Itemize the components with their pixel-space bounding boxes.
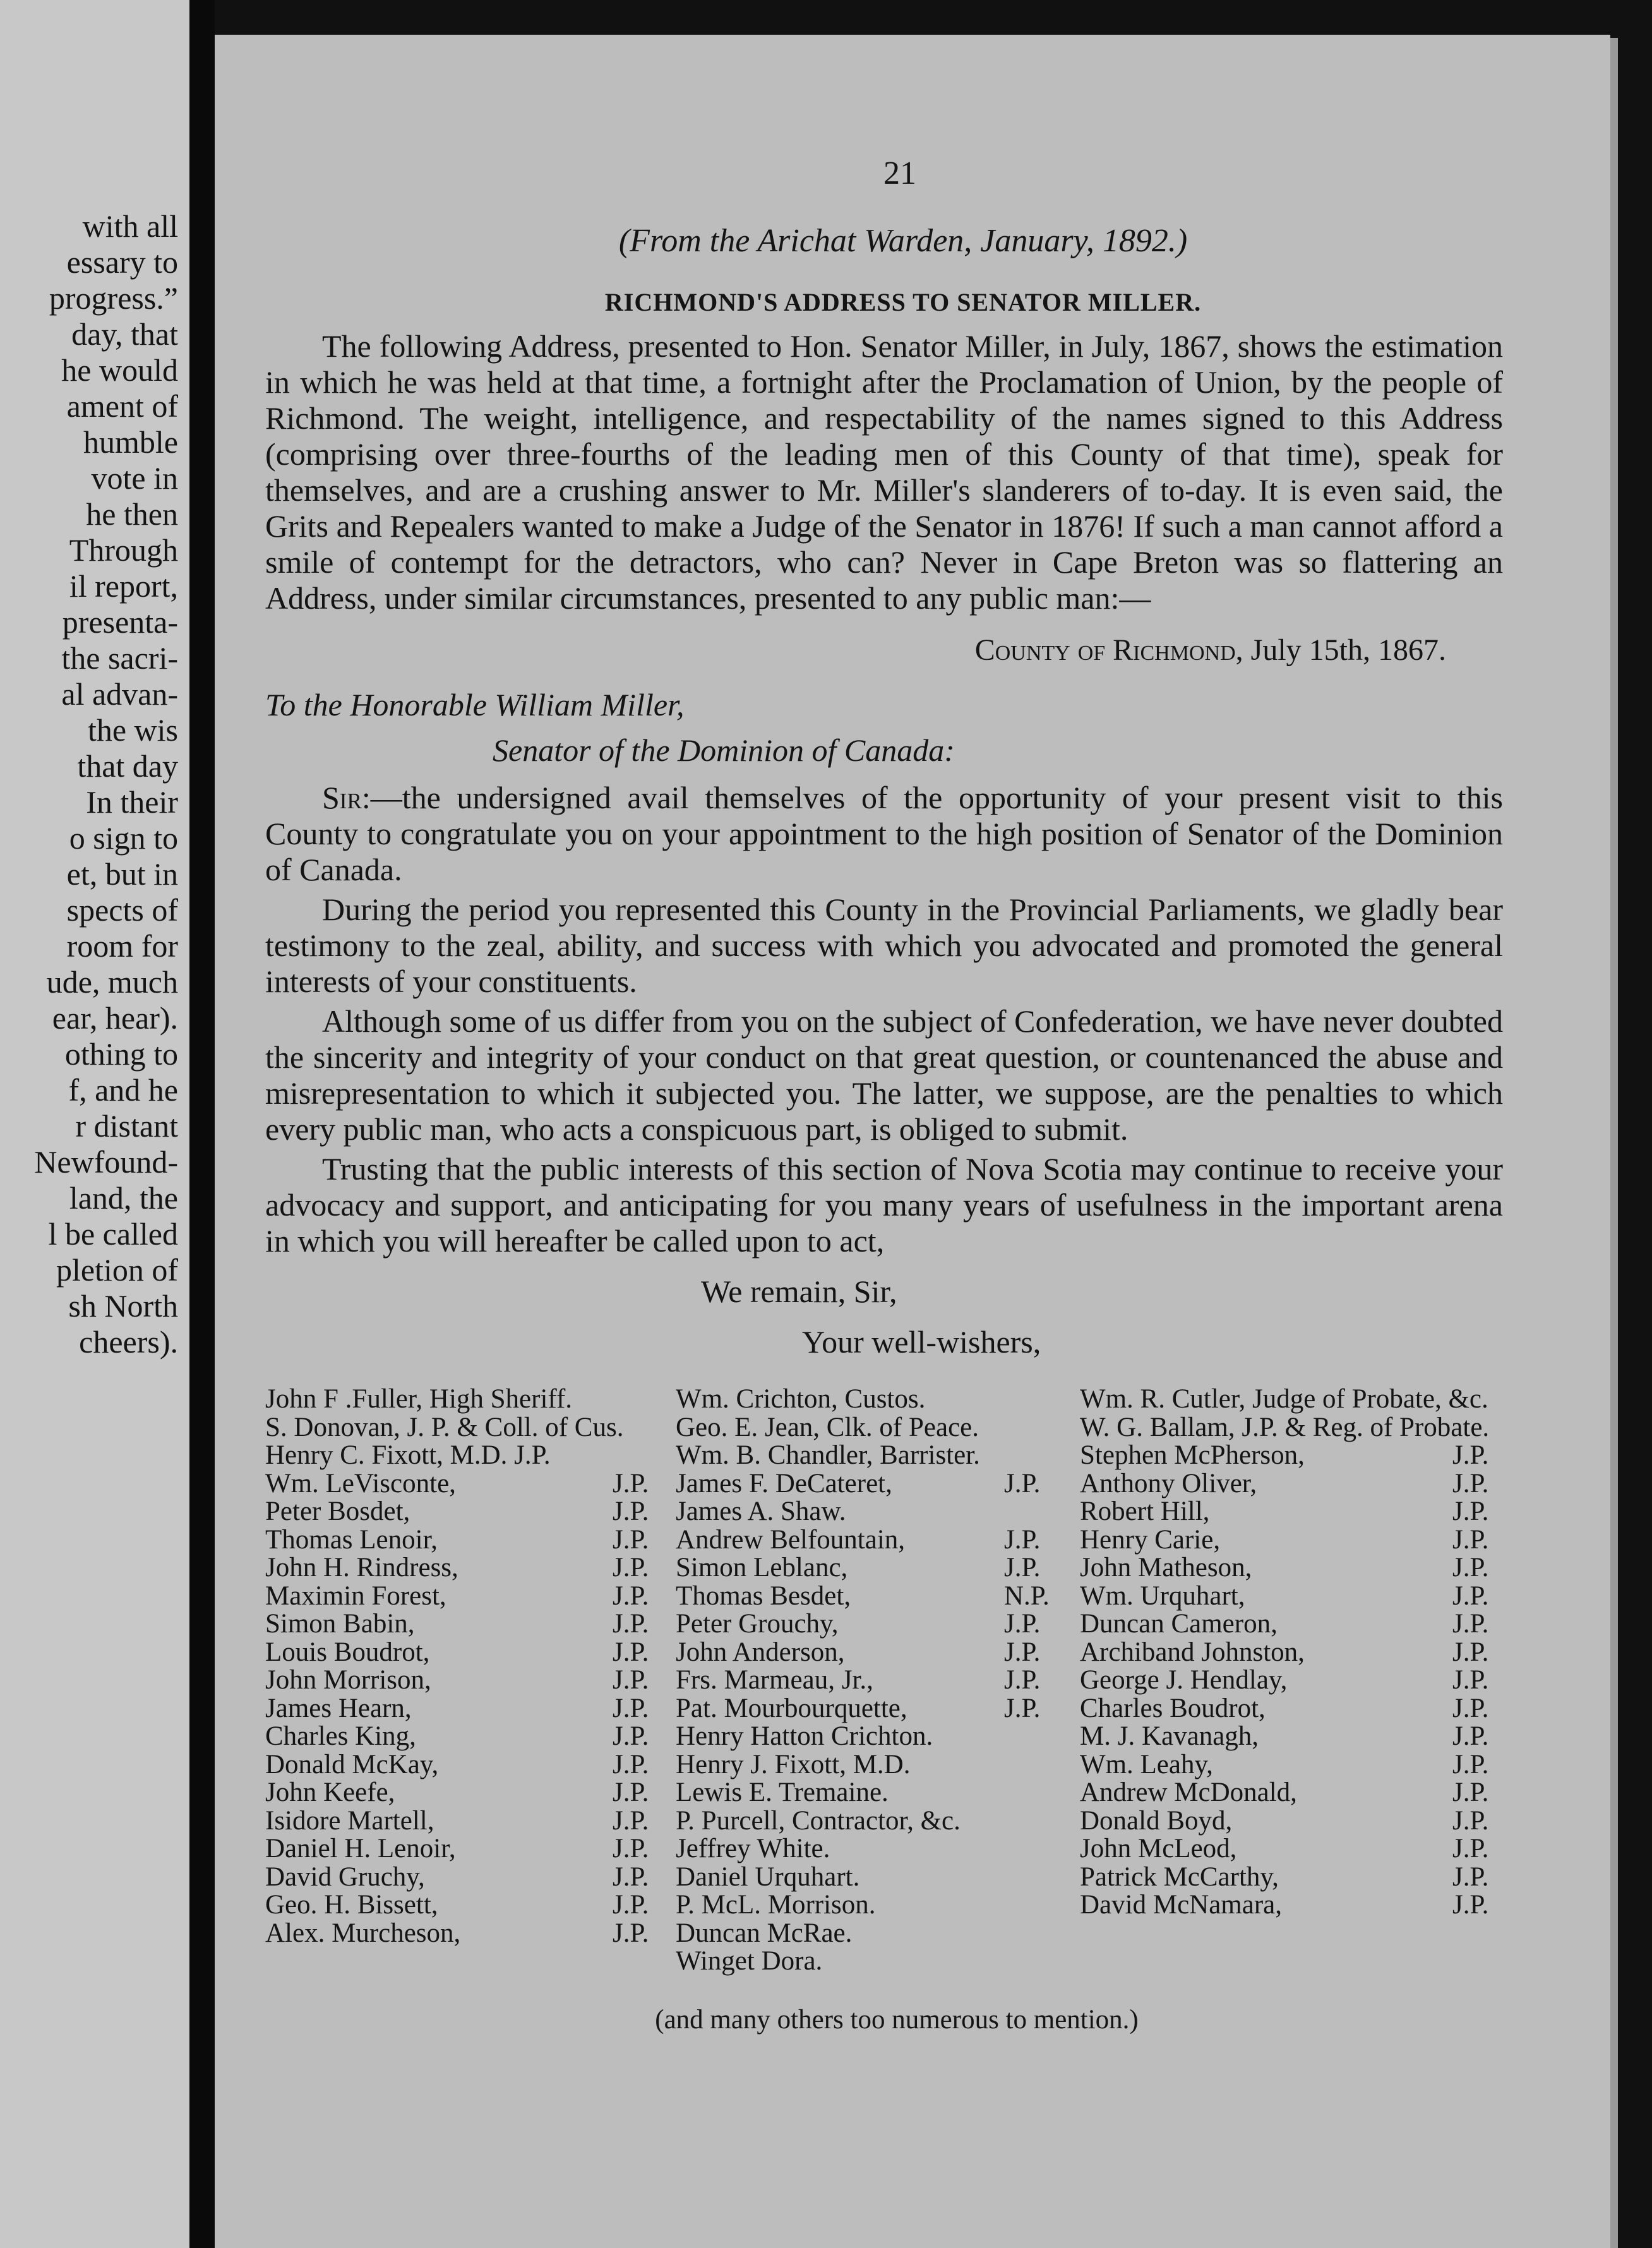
letter-paragraph-3: Although some of us differ from you on the subject of Confederation, we have never doubted the sincerity and integrity of your conduct on that great question, or countenanced the abuse and misrepresentation to which it subjected you. The latter, we suppose, are the penalties to which every public man, who acts a conspicuous part, is obliged to submit. <box>265 1003 1503 1147</box>
signatory <box>676 1695 1061 1723</box>
closing-line-1: We remain, Sir, <box>701 1274 897 1309</box>
signatory-name: James F. DeCateret, <box>676 1468 892 1498</box>
signatory-name: Geo. E. Jean, Clk. of Peace. <box>676 1412 979 1442</box>
closing <box>265 1273 1503 1360</box>
letter-body <box>265 780 1503 1259</box>
signatory-name: George J. Hendlay, <box>1080 1665 1288 1695</box>
previous-page-line: day, that <box>71 316 178 352</box>
signatory-title: J.P. <box>1452 1581 1489 1611</box>
previous-page-line: with all <box>82 208 178 244</box>
signatory-name: Anthony Oliver, <box>1080 1468 1257 1498</box>
previous-page-line: In their <box>86 784 178 820</box>
page-number: 21 <box>883 155 916 191</box>
dateline-place: County of Richmond, <box>974 633 1243 667</box>
signatory <box>1080 1666 1509 1695</box>
signatory <box>1080 1891 1509 1920</box>
signatory-title: J.P. <box>1452 1637 1489 1667</box>
signatory-name: Wm. R. Cutler, Judge of Probate, &c. <box>1080 1384 1488 1414</box>
signatory <box>265 1835 669 1863</box>
signatory-title: J.P. <box>613 1609 649 1639</box>
signatory-title: J.P. <box>1004 1665 1041 1695</box>
signatory-name: Wm. LeVisconte, <box>265 1468 456 1498</box>
previous-page-line: ear, hear). <box>52 1000 178 1036</box>
page-edge <box>1610 38 1618 2248</box>
previous-page-line: r distant <box>75 1108 178 1144</box>
signatory-title: J.P. <box>613 1890 649 1920</box>
footer-note: (and many others too numerous to mention.) <box>655 2005 1139 2035</box>
signatory <box>676 1920 1061 1948</box>
page-content <box>265 155 1503 2035</box>
signatory-name: Wm. Leahy, <box>1080 1749 1213 1779</box>
signatory-name: John McLeod, <box>1080 1834 1237 1863</box>
signatory-title: J.P. <box>613 1749 649 1779</box>
closing-line-2: Your well-wishers, <box>802 1324 1041 1360</box>
signatory-title: J.P. <box>1452 1805 1489 1836</box>
signatory-title: J.P. <box>1452 1834 1489 1863</box>
letter-paragraph-4: Trusting that the public interests of this section of Nova Scotia may continue to receive your advocacy and support, and anticipating for you many years of usefulness in the important arena in which you will hereafter be called upon to act, <box>265 1151 1503 1259</box>
letter-paragraph-1 <box>265 780 1503 888</box>
previous-page-line: the sacri- <box>61 640 178 676</box>
signatory-title: J.P. <box>1452 1721 1489 1751</box>
letter-paragraph-2: During the period you represented this County in the Provincial Parliaments, we gladly bear testimony to the zeal, ability, and success with which you advocated and promoted the general interests of your constituents. <box>265 892 1503 999</box>
signatory <box>676 1470 1061 1498</box>
signatory-title: J.P. <box>613 1497 649 1526</box>
previous-page <box>0 0 189 2248</box>
previous-page-line: cheers). <box>79 1324 178 1360</box>
signatory <box>1080 1442 1509 1470</box>
signatory-name: Simon Leblanc, <box>676 1553 848 1582</box>
signatory <box>676 1385 1061 1414</box>
signatory-name: John H. Rindress, <box>265 1553 458 1582</box>
previous-page-line: spects of <box>66 892 178 928</box>
signatory-name: John Keefe, <box>265 1778 395 1807</box>
signatory-name: Thomas Lenoir, <box>265 1524 438 1555</box>
signatories-column-3 <box>1080 1385 1509 1920</box>
signatory-title: J.P. <box>1452 1693 1489 1723</box>
signatory-name: Wm. B. Chandler, Barrister. <box>676 1440 980 1470</box>
previous-page-line: land, the <box>69 1180 178 1216</box>
previous-page-line: f, and he <box>68 1072 178 1108</box>
signatory-name: James A. Shaw. <box>676 1497 846 1526</box>
signatories-column-2 <box>676 1385 1061 1976</box>
signatory-name: Donald McKay, <box>265 1749 439 1779</box>
signatory-name: David Gruchy, <box>265 1862 425 1892</box>
signatory-name: Thomas Besdet, <box>676 1581 851 1611</box>
signatory-name: Henry Carie, <box>1080 1524 1221 1555</box>
previous-page-text <box>1 208 178 1360</box>
signatory <box>265 1891 669 1920</box>
signatory <box>265 1526 669 1555</box>
signatory <box>1080 1807 1509 1836</box>
page <box>215 35 1610 2248</box>
signatory-title: J.P. <box>613 1581 649 1611</box>
signatory-name: Patrick McCarthy, <box>1080 1862 1279 1892</box>
signatory-name: P. McL. Morrison. <box>676 1890 876 1920</box>
signatory-name: Henry Hatton Crichton. <box>676 1721 933 1751</box>
signatory-title: J.P. <box>1452 1609 1489 1639</box>
signatory-name: David McNamara, <box>1080 1890 1282 1920</box>
salutation-title: Senator of the Dominion of Canada: <box>493 732 955 768</box>
signatory <box>265 1470 669 1498</box>
signatory <box>676 1947 1061 1976</box>
signatory <box>676 1414 1061 1442</box>
signatory-title: J.P. <box>1452 1665 1489 1695</box>
signatory-name: Robert Hill, <box>1080 1497 1210 1526</box>
signatory <box>1080 1498 1509 1526</box>
signatory <box>1080 1751 1509 1779</box>
previous-page-line: vote in <box>91 460 178 496</box>
signatory-name: Henry C. Fixott, M.D. J.P. <box>265 1440 551 1470</box>
source-line: (From the Arichat Warden, January, 1892.) <box>618 223 1188 259</box>
dateline <box>265 633 1503 667</box>
signatory <box>676 1779 1061 1807</box>
signatory-title: J.P. <box>1004 1609 1041 1639</box>
signatory <box>676 1498 1061 1526</box>
previous-page-line: room for <box>66 928 178 964</box>
previous-page-line: et, but in <box>66 856 178 892</box>
signatory-name: Wm. Crichton, Custos. <box>676 1384 926 1414</box>
signatory <box>265 1751 669 1779</box>
previous-page-line: essary to <box>66 244 178 280</box>
signatory-name: Lewis E. Tremaine. <box>676 1778 889 1807</box>
signatory <box>265 1414 669 1442</box>
previous-page-line: presenta- <box>62 604 178 640</box>
signatory-name: John Matheson, <box>1080 1553 1252 1582</box>
signatory <box>265 1723 669 1751</box>
previous-page-line: sh North <box>68 1288 178 1324</box>
signatory <box>676 1582 1061 1611</box>
signatory-name: M. J. Kavanagh, <box>1080 1721 1259 1751</box>
signatory-title: J.P. <box>1452 1862 1489 1892</box>
signatory <box>1080 1385 1509 1414</box>
signatory-name: John Morrison, <box>265 1665 431 1695</box>
signatory-name: Duncan McRae. <box>676 1918 853 1948</box>
signatory-name: Maximin Forest, <box>265 1581 446 1611</box>
signatory <box>676 1751 1061 1779</box>
signatory-title: J.P. <box>613 1665 649 1695</box>
signatory-title: J.P. <box>613 1834 649 1863</box>
signatory-name: Daniel H. Lenoir, <box>265 1834 456 1863</box>
signatory-title: J.P. <box>1452 1440 1489 1470</box>
signatory-name: Pat. Mourbourquette, <box>676 1693 907 1723</box>
signatory-title: J.P. <box>1004 1553 1041 1582</box>
signatory-title: J.P. <box>1004 1524 1041 1555</box>
previous-page-line: pletion of <box>56 1252 178 1288</box>
signatory <box>676 1891 1061 1920</box>
signatory-title: J.P. <box>613 1637 649 1667</box>
signatory <box>1080 1863 1509 1892</box>
signatory-title: J.P. <box>613 1778 649 1807</box>
previous-page-line: al advan- <box>61 676 178 712</box>
signatory <box>1080 1470 1509 1498</box>
signatory <box>676 1666 1061 1695</box>
signatory-name: Andrew McDonald, <box>1080 1778 1297 1807</box>
signatory-title: J.P. <box>1452 1553 1489 1582</box>
signatory-name: Frs. Marmeau, Jr., <box>676 1665 873 1695</box>
signatory <box>265 1610 669 1639</box>
signatory <box>676 1807 1061 1836</box>
signatory-name: Simon Babin, <box>265 1609 415 1639</box>
signatory-name: James Hearn, <box>265 1693 412 1723</box>
signatory-title: J.P. <box>613 1693 649 1723</box>
previous-page-line: o sign to <box>69 820 178 856</box>
signatory-name: Charles King, <box>265 1721 416 1751</box>
signatory-name: Alex. Murcheson, <box>265 1918 461 1948</box>
signatory <box>676 1639 1061 1667</box>
signatory <box>1080 1639 1509 1667</box>
previous-page-line: Newfound- <box>34 1144 178 1180</box>
previous-page-line: he then <box>86 496 178 532</box>
signatory <box>1080 1526 1509 1555</box>
signatory <box>265 1639 669 1667</box>
signatory-name: Duncan Cameron, <box>1080 1609 1278 1639</box>
signatory-title: J.P. <box>1452 1749 1489 1779</box>
signatory-title: J.P. <box>613 1918 649 1948</box>
signatory <box>265 1554 669 1582</box>
signatory <box>265 1582 669 1611</box>
intro-paragraph: The following Address, presented to Hon. Senator Miller, in July, 1867, shows the estimation in which he was held at that time, a fortnight after the Proclamation of Union, by the people of Richmond. The weight, intelligence, and respectability of the names signed to this Address (comprising over three-fourths of the leading men of this County of that time), speak for themselves, and are a crushing answer to Mr. Miller's slanderers of to-day. It is even said, the Grits and Repealers wanted to make a Judge of the Senator in 1876! If such a man cannot afford a smile of contempt for the detractors, who can? Never in Cape Breton was so flattering an Address, under similar circumstances, presented to any public man:— <box>265 328 1503 616</box>
previous-page-line: ament of <box>66 388 178 424</box>
signatory <box>265 1442 669 1470</box>
letter-paragraph-1-text: :—the undersigned avail themselves of the opportunity of your present visit to this County to congratulate you on your appointment to the high position of Senator of the Dominion of Canada. <box>265 780 1503 887</box>
signatories <box>265 1385 1503 1992</box>
signatory-name: Wm. Urquhart, <box>1080 1581 1245 1611</box>
signatory-name: S. Donovan, J. P. & Coll. of Cus. <box>265 1412 624 1442</box>
signatory-title: J.P. <box>613 1524 649 1555</box>
signatory-name: Andrew Belfountain, <box>676 1524 906 1555</box>
signatory <box>676 1610 1061 1639</box>
signatory-name: Stephen McPherson, <box>1080 1440 1305 1470</box>
salutation-name: To the Honorable William Miller, <box>265 687 685 722</box>
signatory-title: J.P. <box>613 1553 649 1582</box>
signatory <box>265 1863 669 1892</box>
signatory <box>676 1442 1061 1470</box>
signatory <box>1080 1779 1509 1807</box>
previous-page-line: othing to <box>64 1036 178 1072</box>
signatory <box>265 1498 669 1526</box>
previous-page-line: the wis <box>87 712 178 748</box>
previous-page-line: that day <box>77 748 178 784</box>
letter-sir: Sir <box>322 780 362 815</box>
signatory <box>265 1779 669 1807</box>
signatory-name: Charles Boudrot, <box>1080 1693 1266 1723</box>
signatory-name: Winget Dora. <box>676 1946 823 1976</box>
signatory <box>676 1554 1061 1582</box>
signatory-name: Archiband Johnston, <box>1080 1637 1305 1667</box>
signatory <box>676 1723 1061 1751</box>
signatory <box>676 1863 1061 1892</box>
signatory-name: Peter Grouchy, <box>676 1609 839 1639</box>
signatory-title: J.P. <box>1452 1468 1489 1498</box>
signatory-title: J.P. <box>613 1805 649 1836</box>
signatory-title: J.P. <box>1004 1468 1041 1498</box>
previous-page-line: l be called <box>48 1216 178 1252</box>
signatory-title: J.P. <box>613 1468 649 1498</box>
signatory <box>265 1807 669 1836</box>
signatory-name: Isidore Martell, <box>265 1805 434 1836</box>
signatory-name: John F .Fuller, High Sheriff. <box>265 1384 573 1414</box>
previous-page-line: il report, <box>69 568 178 604</box>
signatory <box>1080 1835 1509 1863</box>
signatory-title: N.P. <box>1004 1581 1050 1611</box>
signatory <box>265 1385 669 1414</box>
signatory-title: J.P. <box>1452 1497 1489 1526</box>
signatory-name: Jeffrey White. <box>676 1834 830 1863</box>
signatory-title: J.P. <box>613 1721 649 1751</box>
signatory <box>265 1920 669 1948</box>
dateline-date: July 15th, 1867. <box>1250 633 1446 667</box>
signatory <box>265 1695 669 1723</box>
previous-page-line: progress.” <box>49 280 178 316</box>
signatory-name: Geo. H. Bissett, <box>265 1890 438 1920</box>
previous-page-line: he would <box>61 352 178 388</box>
signatory-title: J.P. <box>1452 1890 1489 1920</box>
signatory-title: J.P. <box>1004 1637 1041 1667</box>
signatory <box>676 1526 1061 1555</box>
signatory-name: Donald Boyd, <box>1080 1805 1233 1836</box>
signatory-title: J.P. <box>1004 1693 1041 1723</box>
signatory-name: P. Purcell, Contractor, &c. <box>676 1805 961 1836</box>
signatory <box>1080 1554 1509 1582</box>
previous-page-line: Through <box>69 532 178 568</box>
signatory <box>265 1666 669 1695</box>
signatory-name: W. G. Ballam, J.P. & Reg. of Probate. <box>1080 1412 1490 1442</box>
signatory-title: J.P. <box>613 1862 649 1892</box>
signatory <box>1080 1610 1509 1639</box>
signatory <box>1080 1723 1509 1751</box>
article-heading: RICHMOND'S ADDRESS TO SENATOR MILLER. <box>604 288 1202 316</box>
book-gutter <box>189 0 215 2248</box>
signatory <box>1080 1582 1509 1611</box>
previous-page-line: ude, much <box>46 964 178 1000</box>
signatory <box>676 1835 1061 1863</box>
signatory-name: Henry J. Fixott, M.D. <box>676 1749 911 1779</box>
signatories-column-1 <box>265 1385 669 1947</box>
signatory <box>1080 1695 1509 1723</box>
previous-page-line: humble <box>83 424 178 460</box>
signatory-name: Louis Boudrot, <box>265 1637 430 1667</box>
signatory-name: Daniel Urquhart. <box>676 1862 860 1892</box>
signatory-name: Peter Bosdet, <box>265 1497 410 1526</box>
signatory <box>1080 1414 1509 1442</box>
signatory-title: J.P. <box>1452 1524 1489 1555</box>
signatory-name: John Anderson, <box>676 1637 845 1667</box>
signatory-title: J.P. <box>1452 1778 1489 1807</box>
